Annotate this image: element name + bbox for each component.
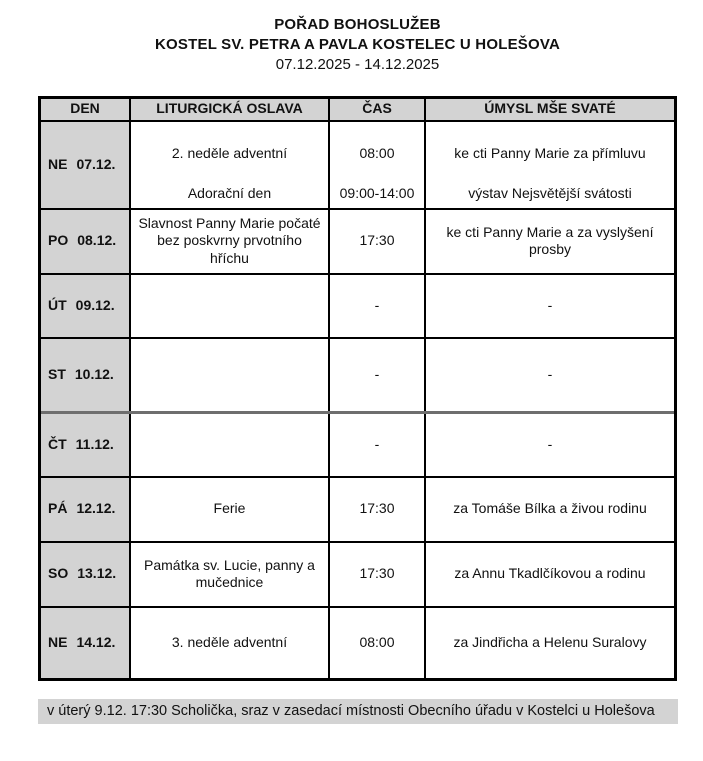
table-header-row <box>41 99 674 120</box>
liturgy-cell <box>129 414 328 476</box>
table-row <box>41 476 674 541</box>
time-text: - <box>374 435 380 452</box>
day-abbrev: PÁ <box>48 500 68 517</box>
day-abbrev: NE <box>48 633 68 650</box>
day-abbrev: ČT <box>48 435 67 452</box>
time-cell <box>328 275 424 337</box>
time-cell <box>328 608 424 678</box>
day-abbrev: SO <box>48 565 69 582</box>
day-date: 11.12. <box>75 435 114 452</box>
time-secondary-text: 09:00-14:00 <box>339 185 415 201</box>
church-name: KOSTEL SV. PETRA A PAVLA KOSTELEC U HOLEŠOVA <box>155 35 560 53</box>
table-row <box>41 120 674 208</box>
celebration-text: 3. neděle adventní <box>171 633 288 650</box>
liturgy-cell <box>129 608 328 678</box>
table-row <box>41 411 674 476</box>
intention-cell <box>424 543 674 606</box>
column-header-liturgicka-oslava: LITURGICKÁ OSLAVA <box>129 99 328 120</box>
intention-secondary-text: výstav Nejsvětější svátosti <box>468 185 632 201</box>
intention-cell <box>424 414 674 476</box>
day-cell <box>41 339 129 411</box>
liturgy-cell <box>129 122 328 208</box>
intention-text: ke cti Panny Marie za přímluvu <box>454 144 646 161</box>
celebration-secondary-text: Adorační den <box>187 185 272 201</box>
celebration-text: Slavnost Panny Marie počaté bez poskvrny prvotního hříchu <box>138 214 321 266</box>
intention-cell <box>424 210 674 273</box>
time-cell <box>328 122 424 208</box>
time-text: - <box>374 296 380 313</box>
date-range: 07.12.2025 - 14.12.2025 <box>275 56 440 73</box>
intention-text: za Annu Tkadlčíkovou a rodinu <box>454 565 646 582</box>
time-cell <box>328 543 424 606</box>
day-cell <box>41 414 129 476</box>
day-cell <box>41 122 129 208</box>
day-date: 09.12. <box>75 296 115 313</box>
table-row <box>41 273 674 337</box>
day-cell <box>41 478 129 541</box>
table-row <box>41 541 674 606</box>
intention-text: za Jindřicha a Helenu Suralovy <box>453 633 647 650</box>
footer-note: v úterý 9.12. 17:30 Scholička, sraz v zasedací místnosti Obecního úřadu v Kostelci u Holešova <box>38 699 678 724</box>
liturgy-cell <box>129 339 328 411</box>
column-header-den: DEN <box>41 99 129 120</box>
intention-text: za Tomáše Bílka a živou rodinu <box>453 500 647 517</box>
day-abbrev: ST <box>48 365 66 382</box>
day-date: 10.12. <box>74 365 114 382</box>
day-abbrev: NE <box>48 155 68 172</box>
liturgy-cell <box>129 478 328 541</box>
liturgy-cell <box>129 543 328 606</box>
intention-text: ke cti Panny Marie a za vyslyšení prosby <box>446 223 654 257</box>
celebration-text: Památka sv. Lucie, panny a mučednice <box>144 556 315 590</box>
table-row <box>41 606 674 678</box>
liturgy-cell <box>129 210 328 273</box>
day-cell <box>41 543 129 606</box>
time-cell <box>328 339 424 411</box>
intention-cell <box>424 339 674 411</box>
table-row <box>41 208 674 273</box>
intention-text: - <box>547 365 553 382</box>
intention-cell <box>424 122 674 208</box>
schedule-table <box>38 96 677 681</box>
intention-cell <box>424 608 674 678</box>
day-cell <box>41 275 129 337</box>
day-date: 14.12. <box>76 633 116 650</box>
schedule-rows <box>41 120 674 678</box>
time-text: 08:00 <box>359 633 395 650</box>
time-text: 17:30 <box>359 232 395 249</box>
time-cell <box>328 478 424 541</box>
liturgy-cell <box>129 275 328 337</box>
time-text: 08:00 <box>359 144 395 161</box>
time-cell <box>328 414 424 476</box>
time-text: - <box>374 365 380 382</box>
day-abbrev: PO <box>48 232 69 249</box>
table-row <box>41 337 674 411</box>
celebration-text: 2. neděle adventní <box>171 144 288 161</box>
intention-text: - <box>547 296 553 313</box>
day-cell <box>41 210 129 273</box>
page-title: POŘAD BOHOSLUŽEB <box>274 16 441 33</box>
time-cell <box>328 210 424 273</box>
day-date: 13.12. <box>77 565 117 582</box>
column-header-cas: ČAS <box>328 99 424 120</box>
day-date: 07.12. <box>76 155 116 172</box>
intention-text: - <box>547 435 553 452</box>
day-date: 12.12. <box>76 500 116 517</box>
celebration-text: Ferie <box>213 500 246 517</box>
day-cell <box>41 608 129 678</box>
intention-cell <box>424 478 674 541</box>
column-header-umysl-mse-svate: ÚMYSL MŠE SVATÉ <box>424 99 674 120</box>
time-text: 17:30 <box>359 500 395 517</box>
day-date: 08.12. <box>77 232 117 249</box>
time-text: 17:30 <box>359 565 395 582</box>
title-block <box>38 0 677 75</box>
day-abbrev: ÚT <box>48 296 67 313</box>
intention-cell <box>424 275 674 337</box>
